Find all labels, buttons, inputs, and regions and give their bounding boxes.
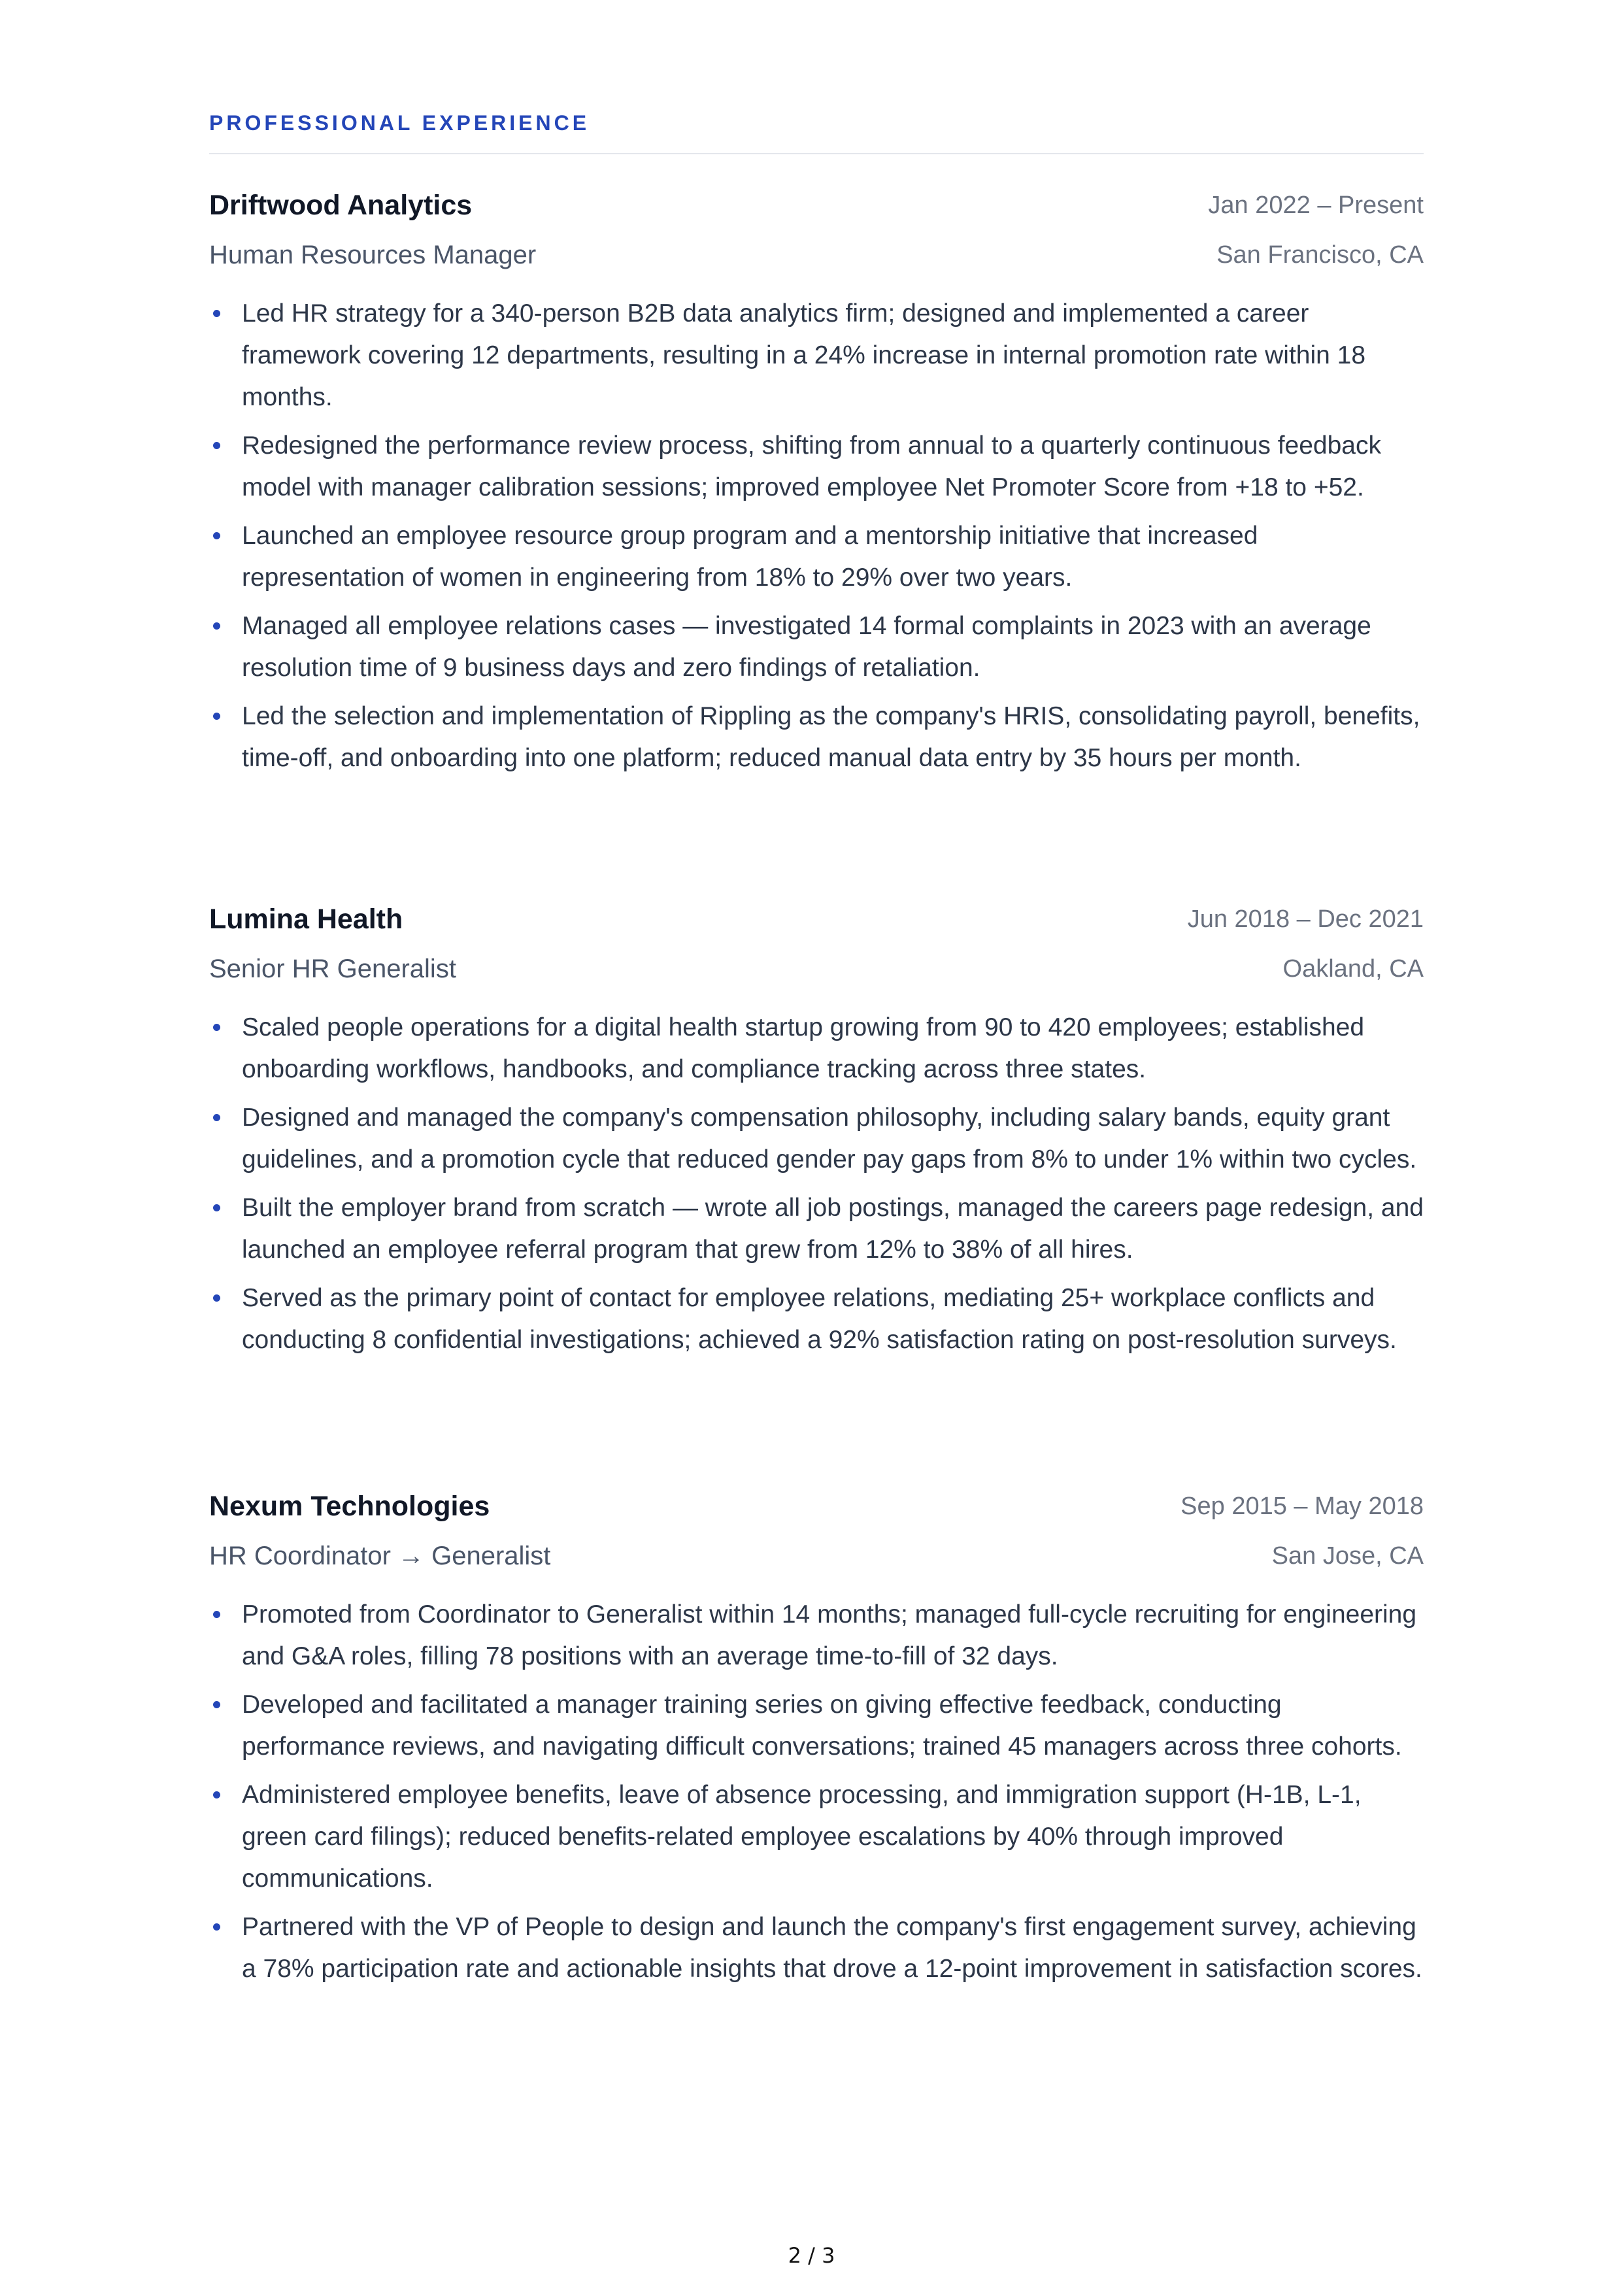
job-title: Human Resources Manager — [209, 241, 537, 269]
bullet-item — [209, 1007, 1424, 1090]
job-title: HR Coordinator → Generalist — [209, 1542, 551, 1570]
bullet-item — [209, 1277, 1424, 1361]
job-bullets — [209, 1594, 1424, 1990]
job-entry-nexum — [209, 1488, 1424, 1997]
bullet-text: Launched an employee resource group program and a mentorship initiative that increased representation of women in engineering from 18% to 29% over two years. — [242, 522, 1258, 592]
bullet-item — [209, 425, 1424, 509]
job-entry-driftwood — [209, 187, 1424, 786]
job-role-row — [209, 237, 1424, 273]
section-title: PROFESSIONAL EXPERIENCE — [209, 111, 590, 135]
bullet-dot-icon — [213, 1204, 220, 1211]
bullet-text: Led HR strategy for a 340-person B2B data analytics firm; designed and implemented a career framework covering 12 departments, resulting in a 24% increase in internal promotion rate within 18 months. — [242, 299, 1366, 411]
job-dates: Sep 2015 – May 2018 — [1180, 1493, 1424, 1520]
job-dates: Jan 2022 – Present — [1208, 192, 1424, 219]
bullet-dot-icon — [213, 622, 220, 630]
bullet-dot-icon — [213, 713, 220, 720]
bullet-item — [209, 1097, 1424, 1181]
bullet-dot-icon — [213, 1611, 220, 1618]
job-role-row — [209, 1538, 1424, 1574]
bullet-dot-icon — [213, 1114, 220, 1121]
bullet-text: Led the selection and implementation of Rippling as the company's HRIS, consolidating payroll, benefits, time-off, and onboarding into one platform; reduced manual data entry by 35 hours per month. — [242, 702, 1420, 772]
page-number: 2 / 3 — [788, 2243, 835, 2268]
bullet-item — [209, 515, 1424, 599]
job-header — [209, 187, 1424, 224]
bullet-item — [209, 696, 1424, 779]
bullet-item — [209, 1594, 1424, 1678]
bullet-dot-icon — [213, 1701, 220, 1708]
bullet-item — [209, 293, 1424, 418]
bullet-dot-icon — [213, 1791, 220, 1798]
job-header — [209, 1488, 1424, 1525]
bullet-text: Served as the primary point of contact for employee relations, mediating 25+ workplace conflicts and conducting 8 confidential investigations; achieved a 92% satisfaction rating on post-resolution surveys. — [242, 1284, 1397, 1354]
job-role-row — [209, 951, 1424, 987]
bullet-text: Partnered with the VP of People to design and launch the company's first engagement survey, achieving a 78% participation rate and actionable insights that drove a 12-point improvement in satisfaction scores. — [242, 1913, 1422, 1983]
bullet-text: Scaled people operations for a digital health startup growing from 90 to 420 employees; established onboarding workflows, handbooks, and compliance tracking across three states. — [242, 1013, 1365, 1083]
job-dates: Jun 2018 – Dec 2021 — [1187, 905, 1424, 933]
bullet-text: Promoted from Coordinator to Generalist within 14 months; managed full-cycle recruiting for engineering and G&A roles, filling 78 positions with an average time-to-fill of 32 days. — [242, 1600, 1417, 1670]
bullet-item — [209, 1906, 1424, 1990]
company-name: Lumina Health — [209, 903, 403, 935]
job-location: Oakland, CA — [1282, 955, 1424, 983]
bullet-text: Administered employee benefits, leave of absence processing, and immigration support (H-1B, L-1, green card filings); reduced benefits-related employee escalations by 40% through improved communications. — [242, 1781, 1362, 1893]
bullet-text: Developed and facilitated a manager training series on giving effective feedback, conducting performance reviews, and navigating difficult conversations; trained 45 managers across three cohorts. — [242, 1691, 1402, 1761]
job-location: San Francisco, CA — [1216, 241, 1424, 269]
bullet-dot-icon — [213, 1024, 220, 1031]
bullet-dot-icon — [213, 1294, 220, 1302]
bullet-item — [209, 1187, 1424, 1271]
job-entry-lumina — [209, 901, 1424, 1368]
job-header — [209, 901, 1424, 937]
job-bullets — [209, 293, 1424, 779]
bullet-dot-icon — [213, 532, 220, 539]
job-title: Senior HR Generalist — [209, 954, 456, 983]
company-name: Nexum Technologies — [209, 1491, 490, 1522]
bullet-dot-icon — [213, 442, 220, 449]
bullet-item — [209, 605, 1424, 689]
job-bullets — [209, 1007, 1424, 1361]
bullet-text: Built the employer brand from scratch — wrote all job postings, managed the careers page redesign, and launched an employee referral program that grew from 12% to 38% of all hires. — [242, 1194, 1424, 1264]
job-location: San Jose, CA — [1271, 1542, 1424, 1570]
bullet-item — [209, 1684, 1424, 1768]
company-name: Driftwood Analytics — [209, 190, 473, 221]
section-divider — [209, 153, 1424, 154]
bullet-text: Designed and managed the company's compensation philosophy, including salary bands, equity grant guidelines, and a promotion cycle that reduced gender pay gaps from 8% to under 1% within two cycles. — [242, 1104, 1417, 1173]
bullet-text: Redesigned the performance review process, shifting from annual to a quarterly continuous feedback model with manager calibration sessions; improved employee Net Promoter Score from +18 to +52. — [242, 431, 1381, 501]
bullet-dot-icon — [213, 1923, 220, 1931]
bullet-dot-icon — [213, 310, 220, 317]
bullet-item — [209, 1774, 1424, 1900]
bullet-text: Managed all employee relations cases — investigated 14 formal complaints in 2023 with an average resolution time of 9 business days and zero findings of retaliation. — [242, 612, 1371, 682]
